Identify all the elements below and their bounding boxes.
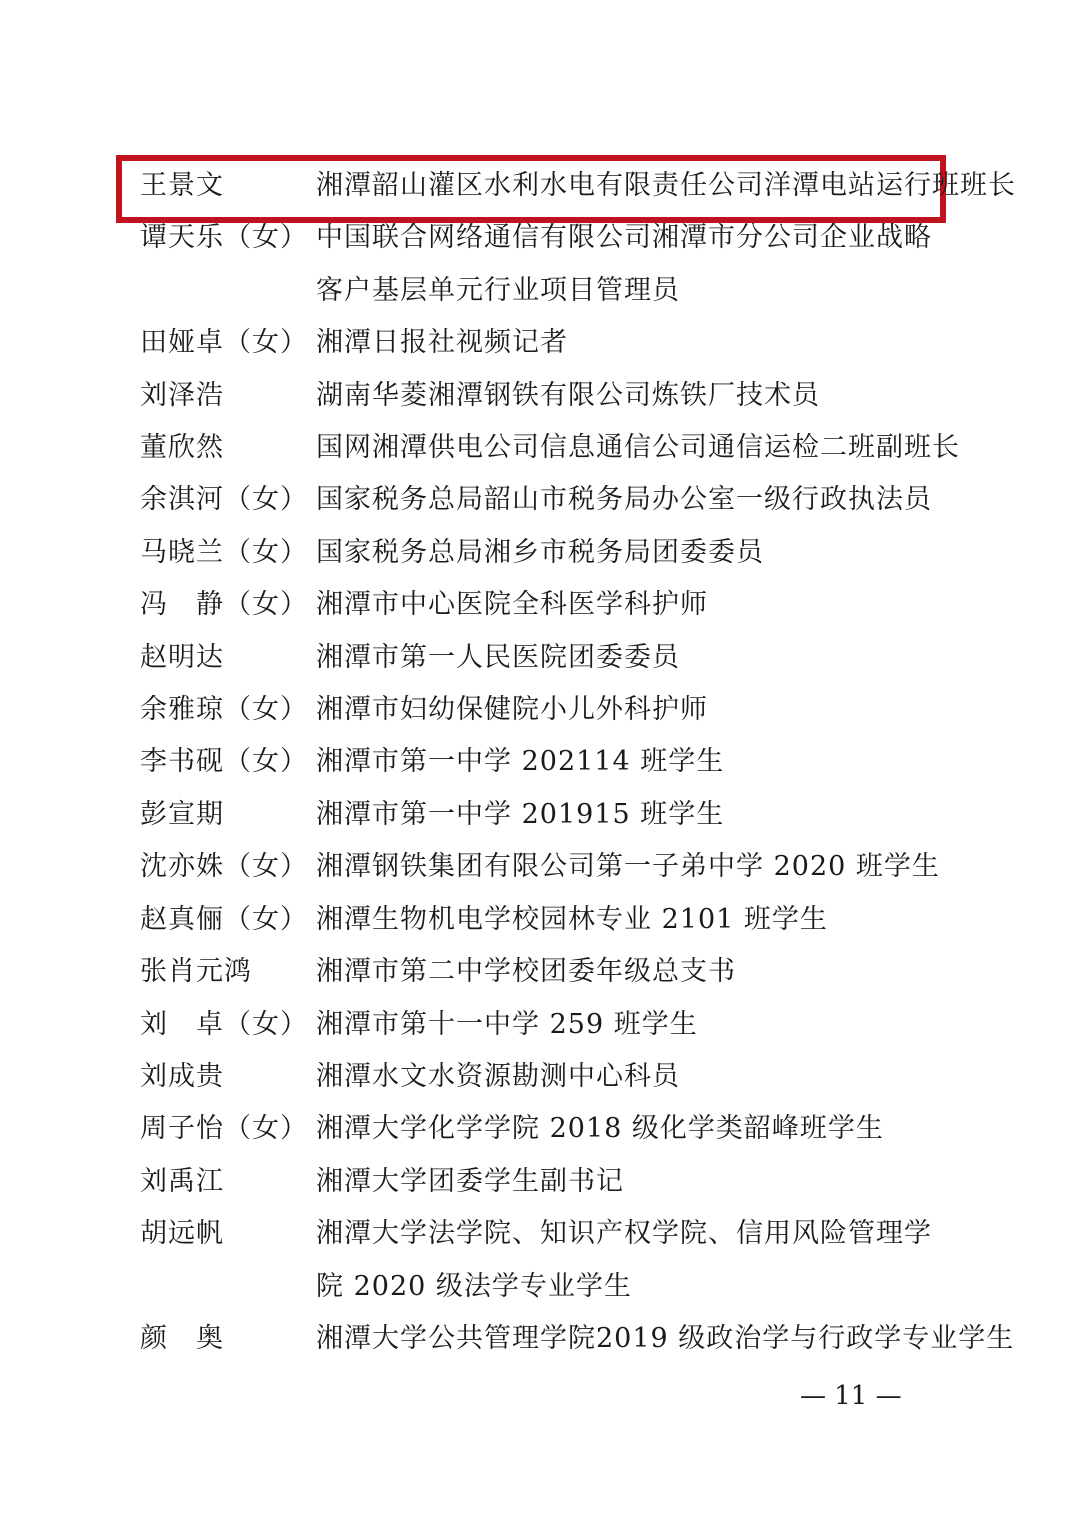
person-affiliation	[316, 370, 936, 422]
person-name: 余雅琼（女）	[140, 694, 308, 726]
affiliation-line: 国家税务总局韶山市税务局办公室一级行政执法员	[316, 484, 932, 516]
person-affiliation	[316, 632, 936, 684]
person-affiliation	[316, 1051, 936, 1103]
affiliation-line: 湘潭市第十一中学 259 班学生	[316, 1008, 698, 1040]
person-name: 刘泽浩	[140, 379, 224, 411]
list-item	[0, 1208, 1080, 1313]
affiliation-line: 湘潭市第一中学 202114 班学生	[316, 746, 725, 778]
person-name: 周子怡（女）	[140, 1113, 308, 1145]
affiliation-line: 湘潭生物机电学校园林专业 2101 班学生	[316, 903, 828, 935]
list-item	[0, 160, 1080, 212]
person-affiliation	[316, 160, 1016, 212]
person-affiliation	[316, 684, 936, 736]
affiliation-line: 湘潭大学团委学生副书记	[316, 1165, 624, 1197]
person-affiliation	[316, 317, 936, 369]
person-name: 谭天乐（女）	[140, 222, 308, 254]
list-item	[0, 1051, 1080, 1103]
list-item	[0, 317, 1080, 369]
person-affiliation	[316, 789, 936, 841]
list-item	[0, 841, 1080, 893]
affiliation-line: 湘潭市妇幼保健院小儿外科护师	[316, 694, 708, 726]
person-affiliation	[316, 527, 936, 579]
person-name: 彭宣期	[140, 798, 224, 830]
affiliation-line: 湘潭市中心医院全科医学科护师	[316, 589, 708, 621]
person-affiliation	[316, 1156, 936, 1208]
list-item	[0, 1103, 1080, 1155]
list-item	[0, 579, 1080, 631]
page-number: — 11 —	[800, 1381, 902, 1411]
affiliation-line: 湖南华菱湘潭钢铁有限公司炼铁厂技术员	[316, 379, 820, 411]
affiliation-line: 湘潭大学公共管理学院2019 级政治学与行政学专业学生	[316, 1322, 1015, 1354]
person-affiliation	[316, 999, 936, 1051]
list-item	[0, 999, 1080, 1051]
list-item	[0, 422, 1080, 474]
person-name: 颜 奥	[140, 1322, 224, 1354]
person-affiliation	[316, 1313, 1015, 1365]
list-item	[0, 789, 1080, 841]
affiliation-line: 湘潭市第一人民医院团委委员	[316, 641, 680, 673]
person-affiliation	[316, 946, 936, 998]
affiliation-line: 湘潭市第二中学校团委年级总支书	[316, 956, 736, 988]
person-name: 余淇河（女）	[140, 484, 308, 516]
list-item	[0, 527, 1080, 579]
affiliation-line: 湘潭韶山灌区水利水电有限责任公司洋潭电站运行班班长	[316, 170, 1016, 201]
person-name: 冯 静（女）	[140, 589, 308, 621]
person-affiliation	[316, 474, 936, 526]
person-name: 刘 卓（女）	[140, 1008, 308, 1040]
list-item	[0, 370, 1080, 422]
affiliation-line: 湘潭日报社视频记者	[316, 327, 568, 359]
list-item	[0, 474, 1080, 526]
affiliation-line: 湘潭钢铁集团有限公司第一子弟中学 2020 班学生	[316, 851, 940, 883]
person-affiliation	[316, 736, 936, 788]
person-name: 刘禹江	[140, 1165, 224, 1197]
person-name: 李书砚（女）	[140, 746, 308, 778]
list-item	[0, 212, 1080, 317]
affiliation-line: 国家税务总局湘乡市税务局团委委员	[316, 536, 764, 568]
person-affiliation	[316, 212, 936, 317]
person-name: 马晓兰（女）	[140, 536, 308, 568]
name-list	[0, 160, 1080, 1365]
affiliation-line: 国网湘潭供电公司信息通信公司通信运检二班副班长	[316, 432, 960, 464]
affiliation-line: 客户基层单元行业项目管理员	[316, 274, 680, 306]
list-item	[0, 632, 1080, 684]
person-name: 赵真俪（女）	[140, 903, 308, 935]
person-affiliation	[316, 579, 936, 631]
affiliation-line: 湘潭水文水资源勘测中心科员	[316, 1060, 680, 1092]
person-affiliation	[316, 422, 960, 474]
affiliation-line: 湘潭大学化学学院 2018 级化学类韶峰班学生	[316, 1113, 884, 1145]
person-name: 胡远帆	[140, 1218, 224, 1250]
list-item	[0, 684, 1080, 736]
person-affiliation	[316, 1208, 936, 1313]
person-name: 董欣然	[140, 432, 224, 464]
affiliation-line: 中国联合网络通信有限公司湘潭市分公司企业战略	[316, 222, 932, 254]
list-item	[0, 894, 1080, 946]
affiliation-line: 湘潭大学法学院、知识产权学院、信用风险管理学	[316, 1218, 932, 1250]
person-name: 沈亦姝（女）	[140, 851, 308, 883]
person-name: 张肖元鸿	[140, 956, 252, 988]
list-item	[0, 946, 1080, 998]
list-item	[0, 1313, 1080, 1365]
person-name: 刘成贵	[140, 1060, 224, 1092]
person-name: 王景文	[140, 170, 224, 201]
person-affiliation	[316, 894, 936, 946]
person-name: 田娅卓（女）	[140, 327, 308, 359]
list-item	[0, 736, 1080, 788]
person-affiliation	[316, 841, 940, 893]
affiliation-line: 湘潭市第一中学 201915 班学生	[316, 798, 725, 830]
list-item	[0, 1156, 1080, 1208]
person-affiliation	[316, 1103, 936, 1155]
person-name: 赵明达	[140, 641, 224, 673]
affiliation-line: 院 2020 级法学专业学生	[316, 1270, 632, 1302]
